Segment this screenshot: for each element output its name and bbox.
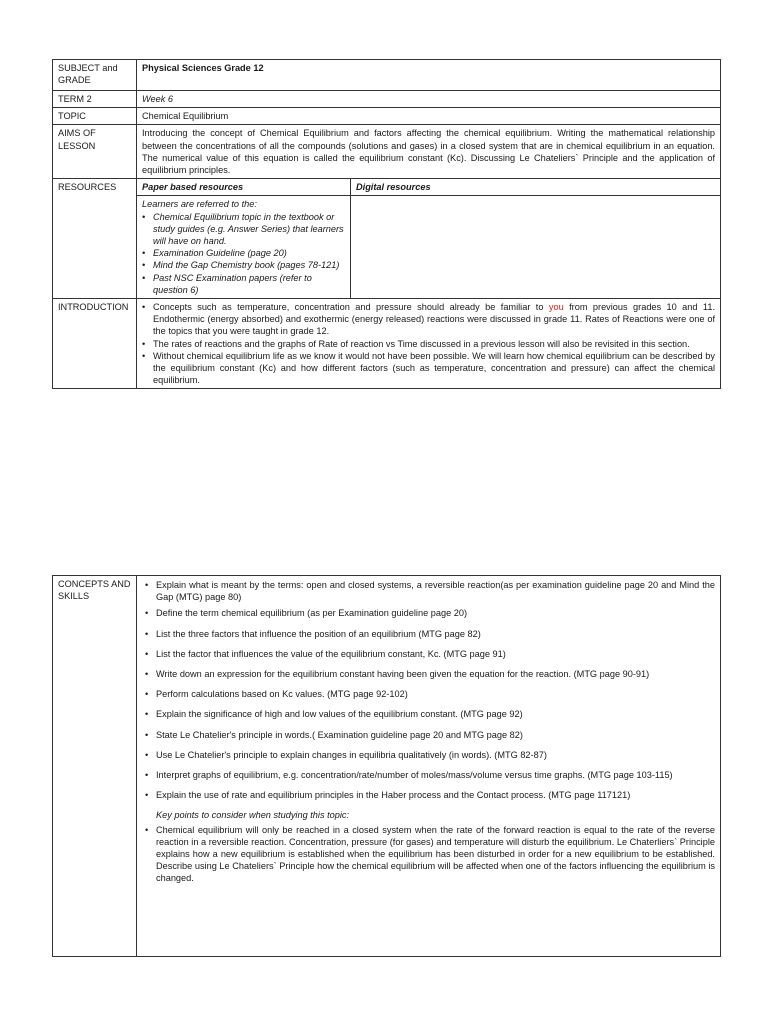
paper-resources-header: Paper based resources: [137, 179, 351, 196]
concepts-row: [53, 576, 721, 957]
introduction-cell: [137, 299, 721, 389]
paper-resources-list: [142, 211, 345, 296]
list-item: • Interpret graphs of equilibrium, e.g. concentration/rate/number of moles/mass/volume versus time graphs. (MTG page 103-115): [145, 769, 715, 781]
topic-row: [53, 108, 721, 125]
list-item: • Chemical Equilibrium topic in the textbook or study guides (e.g. Answer Series) that learners will have on hand.: [142, 211, 345, 248]
introduction-list: [142, 301, 715, 386]
list-item: • Explain the significance of high and low values of the equilibrium constant. (MTG page 92): [145, 708, 715, 720]
aims-value: Introducing the concept of Chemical Equilibrium and factors affecting the chemical equilibrium. Writing the mathematical relationship between the concentrations of all the compounds (solutions and gases) in a closed system that are in chemical equilibrium in an equation. The numerical value of this equation is called the equilibrium constant (Kc). Discussing Le Chateliers` Principle and the application of equilibrium principles.: [137, 125, 721, 179]
resources-label: RESOURCES: [53, 179, 137, 299]
list-item: • Examination Guideline (page 20): [142, 247, 345, 259]
list-item: • Use Le Chatelier's principle to explain changes in equilibria qualitatively (in words). (MTG 82-87): [145, 749, 715, 761]
list-item: • State Le Chatelier's principle in words.( Examination guideline page 20 and MTG page 82): [145, 729, 715, 741]
topic-value: Chemical Equilibrium: [137, 108, 721, 125]
concepts-label: CONCEPTS AND SKILLS: [53, 576, 137, 957]
list-item: [142, 301, 715, 338]
list-item: • Past NSC Examination papers (refer to question 6): [142, 272, 345, 296]
term-label: TERM 2: [53, 91, 137, 108]
list-item: • Chemical equilibrium will only be reached in a closed system when the rate of the forward reaction is equal to the rate of the reverse reaction in a reversible reaction. Concentration, pressure (for gases) and temperature will disturb the equilibrium. Le Chaterliers` Principle explains how a new equilibrium is established when the equilibrium has been disturbed in order for a new equilibrium to be established. Describe using Le Chateliers` Principle how the chemical equilibrium will be affected when one of the factors influencing the equilibrium is changed.: [145, 824, 715, 885]
concepts-table: [52, 575, 721, 957]
list-item: • Mind the Gap Chemistry book (pages 78-121): [142, 259, 345, 271]
lesson-overview-table: [52, 59, 721, 389]
intro-text: Concepts such as temperature, concentration and pressure should already be familiar to: [153, 302, 549, 313]
list-item: • Perform calculations based on Kc values. (MTG page 92-102): [145, 688, 715, 700]
paper-resources-intro: Learners are referred to the:: [142, 199, 257, 210]
digital-resources-header: Digital resources: [351, 179, 721, 196]
paper-resources-cell: [137, 196, 351, 299]
aims-label: AIMS OF LESSON: [53, 125, 137, 179]
list-item: • List the three factors that influence the position of an equilibrium (MTG page 82): [145, 628, 715, 640]
introduction-row: [53, 299, 721, 389]
aims-row: [53, 125, 721, 179]
subject-label: SUBJECT and GRADE: [53, 60, 137, 91]
list-item: • Write down an expression for the equilibrium constant having been given the equation for the reaction. (MTG page 90-91): [145, 668, 715, 680]
term-value: Week 6: [137, 91, 721, 108]
key-points-list: [145, 824, 715, 885]
subject-row: [53, 60, 721, 91]
list-item: • Explain what is meant by the terms: open and closed systems, a reversible reaction(as per examination guideline page 20 and Mind the Gap (MTG) page 80): [145, 579, 715, 603]
introduction-label: INTRODUCTION: [53, 299, 137, 389]
list-item: • Without chemical equilibrium life as we know it would not have been possible. We will learn how chemical equilibrium can be described by the equilibrium constant (Kc) and how different factors (such as temperature, concentration and pressure) can affect the chemical equilibrium.: [142, 350, 715, 387]
list-item: • The rates of reactions and the graphs of Rate of reaction vs Time discussed in a previous lesson will also be revisited in this section.: [142, 338, 715, 350]
resources-content-row: [53, 196, 721, 299]
list-item: • List the factor that influences the value of the equilibrium constant, Kc. (MTG page 91): [145, 648, 715, 660]
concepts-cell: [137, 576, 721, 957]
digital-resources-cell: [351, 196, 721, 299]
term-row: [53, 91, 721, 108]
key-points-heading: Key points to consider when studying this topic:: [156, 810, 350, 821]
resources-header-row: [53, 179, 721, 196]
intro-text: from previous grades 10 and 11. Endothermic (energy absorbed) and exothermic (energy released) reactions were discussed in grade 11. Rates of Reactions were one of the topics that you were taught in grade 12.: [153, 302, 715, 337]
list-item: • Define the term chemical equilibrium (as per Examination guideline page 20): [145, 607, 715, 619]
intro-highlight: you: [548, 302, 564, 313]
topic-label: TOPIC: [53, 108, 137, 125]
subject-value: Physical Sciences Grade 12: [137, 60, 721, 91]
list-item: • Explain the use of rate and equilibrium principles in the Haber process and the Contact process. (MTG page 117121): [145, 789, 715, 801]
skills-list: [145, 579, 715, 801]
